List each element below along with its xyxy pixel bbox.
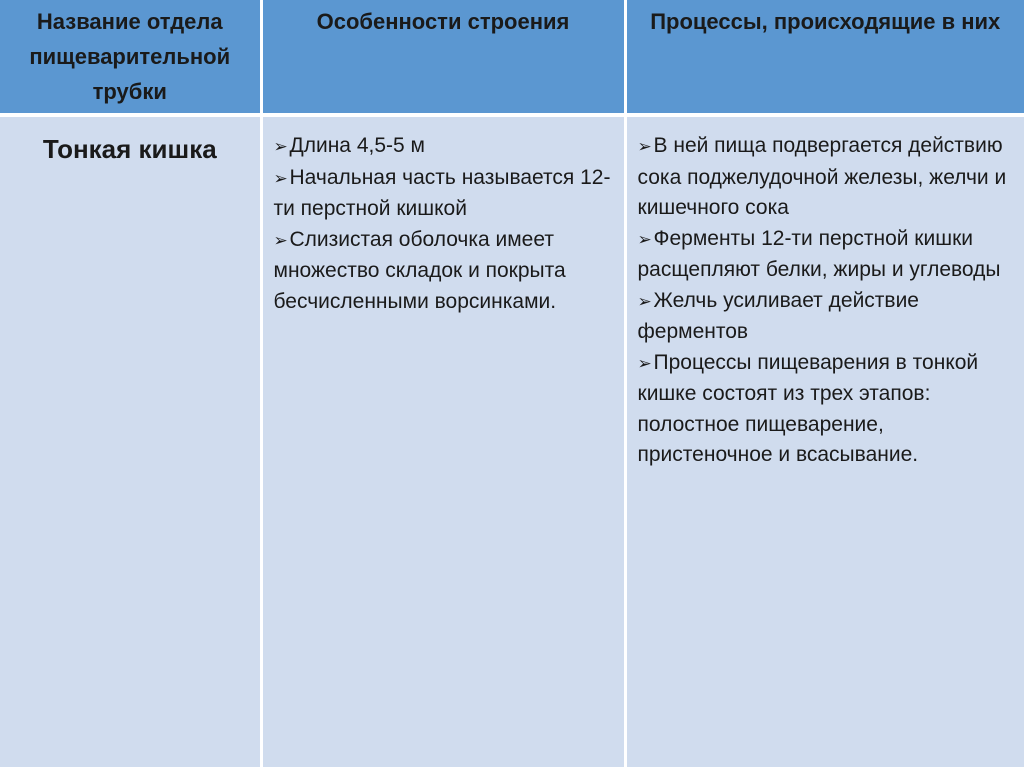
header-structure-features: Особенности строения: [261, 0, 625, 115]
list-item: [274, 163, 611, 225]
header-processes: Процессы, происходящие в них: [625, 0, 1024, 115]
structure-bullet-list: [264, 118, 623, 317]
list-item: [638, 348, 1012, 471]
list-item: [638, 131, 1012, 224]
arrowhead-bullet-icon: ➢: [637, 291, 652, 311]
arrowhead-bullet-icon: ➢: [637, 137, 652, 156]
header-section-name: Название отдела пищеварительной трубки: [0, 0, 261, 115]
section-cell: [0, 115, 261, 767]
structure-bullet-text: Длина 4,5-5 м: [289, 134, 425, 157]
arrowhead-bullet-icon: ➢: [637, 229, 652, 249]
section-name: Тонкая кишка: [42, 134, 217, 164]
process-cell: [625, 115, 1024, 767]
list-item: [274, 225, 611, 318]
list-item: [638, 286, 1012, 348]
arrowhead-bullet-icon: ➢: [637, 353, 652, 373]
structure-bullet-text: Начальная часть называется 12-ти перстной кишкой: [273, 165, 611, 220]
structure-cell: [261, 115, 625, 767]
process-bullet-text: Процессы пищеварения в тонкой кишке состоят из трех этапов: полостное пищеварение, пристеночное и всасывание.: [637, 350, 979, 466]
process-bullet-text: Ферменты 12-ти перстной кишки расщепляют белки, жиры и углеводы: [637, 226, 1001, 281]
header-row: [0, 0, 1024, 115]
process-bullet-list: [628, 118, 1024, 471]
process-bullet-text: Желчь усиливает действие ферментов: [637, 288, 919, 343]
arrowhead-bullet-icon: ➢: [273, 168, 288, 188]
arrowhead-bullet-icon: ➢: [273, 230, 288, 250]
list-item: [638, 224, 1012, 286]
list-item: [274, 131, 611, 163]
structure-bullet-text: Слизистая оболочка имеет множество складок и покрыта бесчисленными ворсинками.: [273, 227, 566, 313]
table-row: [0, 115, 1024, 767]
process-bullet-text: В ней пища подвергается действию сока поджелудочной железы, желчи и кишечного сока: [637, 134, 1007, 219]
arrowhead-bullet-icon: ➢: [273, 137, 288, 156]
